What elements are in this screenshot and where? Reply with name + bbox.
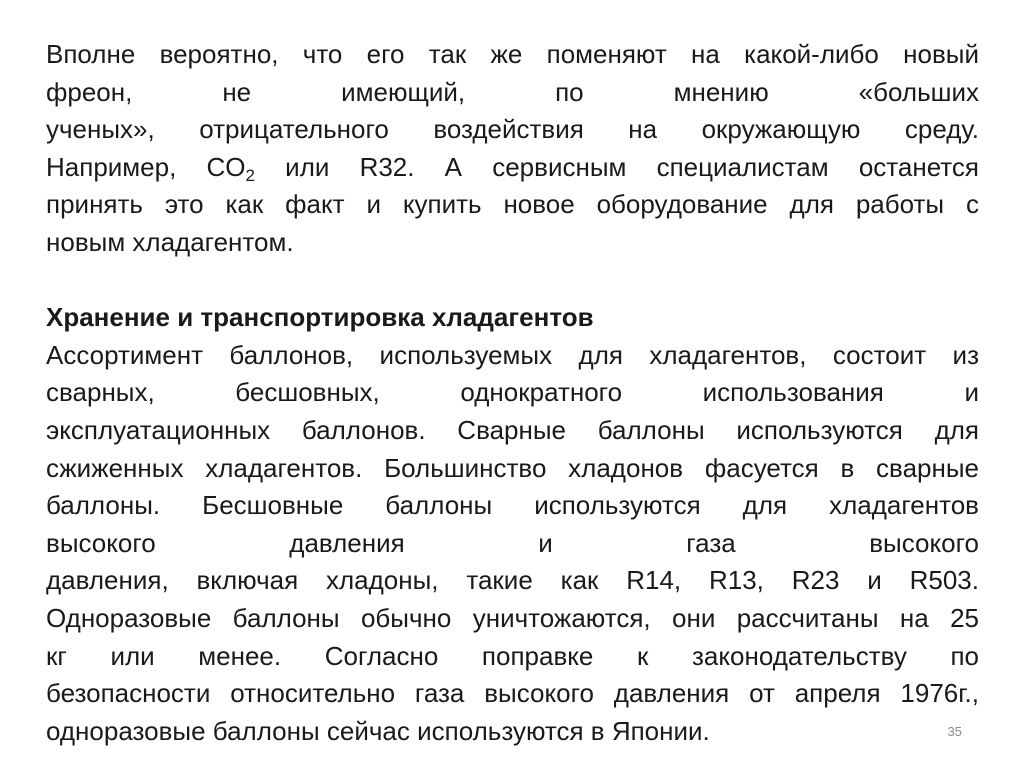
text-line: эксплуатационных баллонов. Сварные баллоны используются для xyxy=(46,414,979,445)
subscript: 2 xyxy=(245,165,255,185)
text-line: Одноразовые баллоны обычно уничтожаются, они рассчитаны на 25 xyxy=(46,602,979,633)
text-line: ученых», отрицательного воздействия на окружающую среду. xyxy=(46,114,979,145)
text-line: одноразовые баллоны сейчас используются в Японии. xyxy=(46,715,710,746)
text-line: кг или менее. Согласно поправке к законодательству по xyxy=(46,640,979,671)
text-line: Ассортимент баллонов, используемых для хладагентов, состоит из xyxy=(46,339,979,370)
text-line: сварных, бесшовных, однократного использования и xyxy=(46,377,979,408)
text-line: безопасности относительно газа высокого давления от апреля 1976г., xyxy=(46,678,979,709)
text-line-co2 xyxy=(46,149,979,187)
text-line: Вполне вероятно, что его так же поменяют на какой-либо новый xyxy=(46,39,979,69)
section-heading: Хранение и транспортировка хладагентов xyxy=(46,302,594,333)
paragraph-intro xyxy=(46,36,979,262)
text-line: новым хладагентом. xyxy=(46,226,294,257)
text-line: фреон, не имеющий, по мнению «больших xyxy=(46,76,979,107)
text-line: принять это как факт и купить новое оборудование для работы с xyxy=(46,189,979,220)
paragraph-gap xyxy=(46,262,979,300)
text-line: сжиженных хладагентов. Большинство хладонов фасуется в сварные xyxy=(46,452,979,483)
page-number: 35 xyxy=(947,724,962,739)
text-line: баллоны. Бесшовные баллоны используются для хладагентов xyxy=(46,490,979,521)
text-line: давления, включая хладоны, такие как R14, R13, R23 и R503. xyxy=(46,565,979,596)
text-fragment: Например, CO xyxy=(46,151,246,182)
paragraph-cylinders xyxy=(46,337,979,751)
text-line: высокого давления и газа высокого xyxy=(46,527,979,558)
slide-content xyxy=(46,36,979,750)
text-fragment: или R32. А сервисным специалистам останется xyxy=(254,151,980,182)
